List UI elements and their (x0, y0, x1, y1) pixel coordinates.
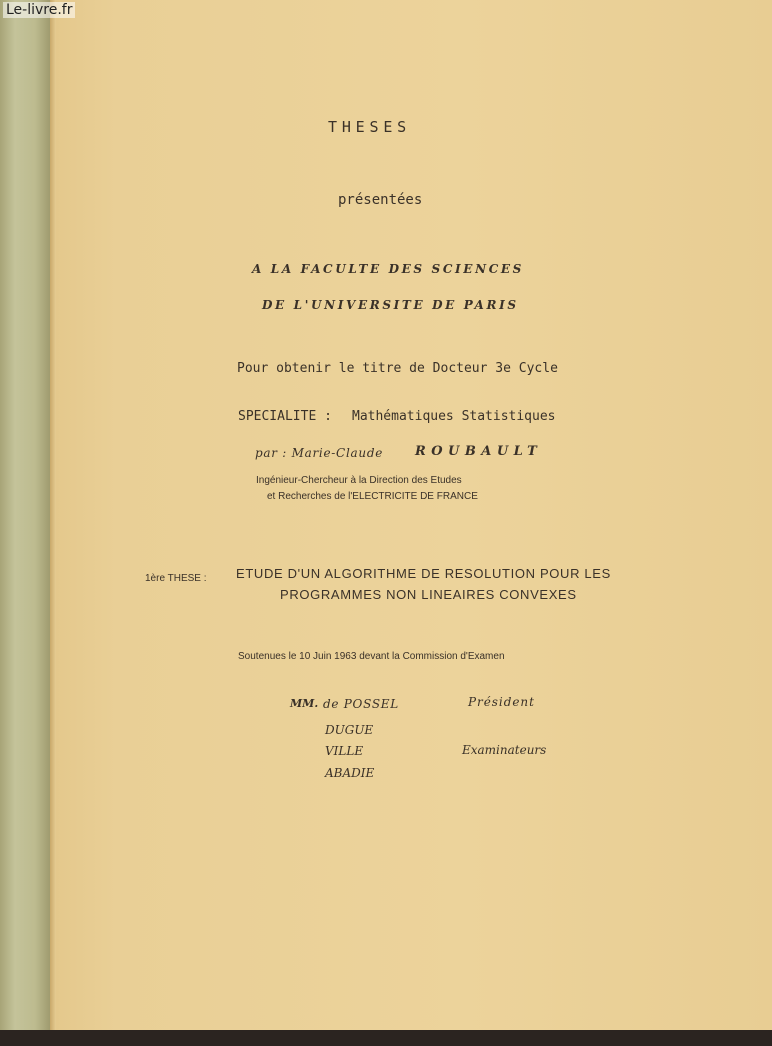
jury-examiner: ABADIE (325, 766, 375, 780)
thesis-title-line-1: ETUDE D'UN ALGORITHME DE RESOLUTION POUR LES (236, 566, 611, 581)
affiliation-line-1: Ingénieur-Chercheur à la Direction des Etudes (256, 475, 462, 486)
watermark: Le-livre.fr (3, 2, 75, 18)
affiliation-line-2: et Recherches de l'ELECTRICITE DE FRANCE (267, 491, 478, 502)
faculty-line-2: DE L'UNIVERSITE DE PARIS (262, 298, 519, 312)
specialty-value: Mathématiques Statistiques (352, 409, 556, 424)
defense-date: Soutenues le 10 Juin 1963 devant la Commission d'Examen (238, 651, 505, 662)
jury-president-name: de POSSEL (323, 697, 399, 711)
spine-shadow (50, 0, 56, 1030)
jury-prefix: MM. (290, 697, 319, 710)
faculty-line-1: A LA FACULTE DES SCIENCES (252, 262, 524, 276)
jury-examiner: VILLE (325, 744, 364, 758)
document-title: THESES (328, 118, 411, 136)
jury-president-role: Président (468, 695, 535, 709)
specialty-label: SPECIALITE : (238, 409, 332, 424)
thesis-label: 1ère THESE : (145, 573, 207, 584)
thesis-title-line-2: PROGRAMMES NON LINEAIRES CONVEXES (280, 587, 577, 602)
jury-examiners-role: Examinateurs (462, 743, 547, 757)
book-spine (0, 0, 51, 1030)
author-surname: ROUBAULT (415, 444, 543, 459)
author-prefix: par : Marie-Claude (255, 446, 384, 460)
degree-line: Pour obtenir le titre de Docteur 3e Cycle (237, 361, 558, 376)
background-edge (0, 1030, 772, 1046)
jury-examiner: DUGUE (325, 723, 374, 737)
document-subtitle: présentées (338, 192, 423, 208)
